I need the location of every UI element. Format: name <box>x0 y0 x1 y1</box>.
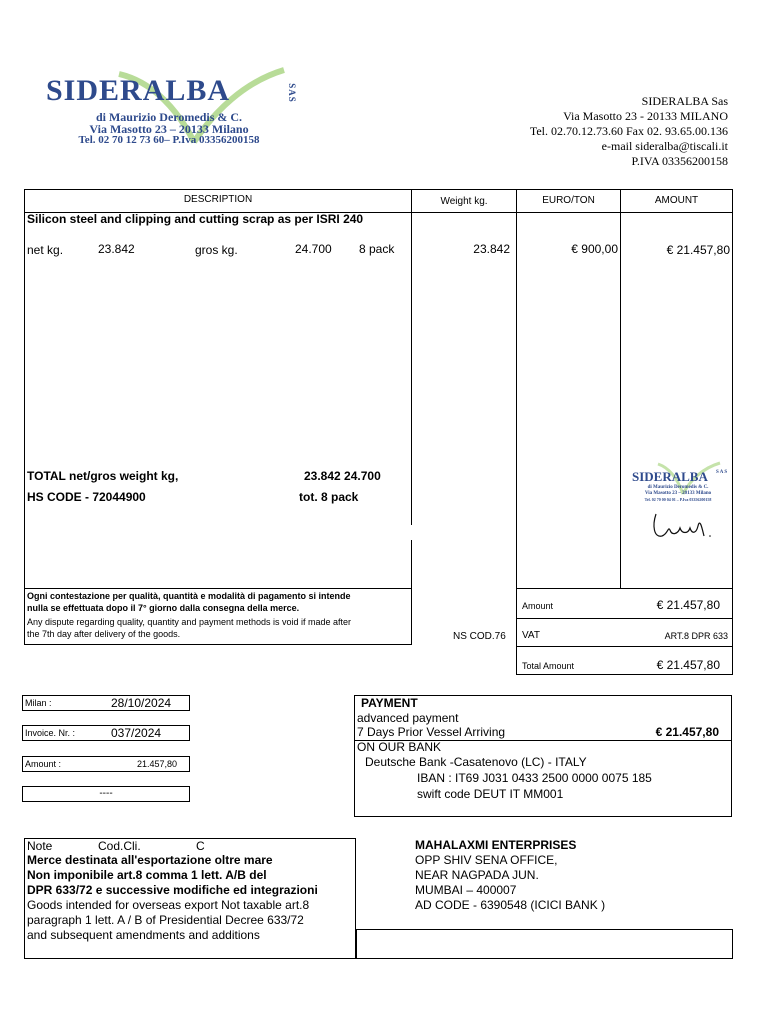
payment-line2-amount: € 21.457,80 <box>655 725 719 739</box>
buyer-address <box>415 838 605 913</box>
milan-label: Milan : <box>25 698 52 708</box>
bank-swift: swift code DEUT IT MM001 <box>417 787 564 801</box>
disclaimer-it <box>27 590 351 614</box>
note-label: Note <box>27 839 53 853</box>
item-amount: € 21.457,80 <box>666 243 730 257</box>
payment-title: PAYMENT <box>361 696 418 710</box>
summary-amount-label: Amount <box>522 601 554 611</box>
note-line6: and subsequent amendments and additions <box>27 928 260 942</box>
stamp-line3: Tel. 02 70 00 04 01 – P.Iva 03356200158 <box>644 497 712 502</box>
disclaimer-en-line1: Any dispute regarding quality, quantity and payment methods is void if made after <box>27 617 352 627</box>
signature-icon <box>648 508 718 544</box>
logo-name: SIDERALBA <box>46 74 231 107</box>
header-euro-ton: EURO/TON <box>542 195 595 206</box>
stamp-line1: di Maurizio Deromedis & C. <box>647 485 709 490</box>
buyer-line1: OPP SHIV SENA OFFICE, <box>415 853 558 867</box>
logo-line1: di Maurizio Deromedis & C. <box>95 110 243 124</box>
net-label: net kg. <box>27 243 64 257</box>
logo-line2: Via Masotto 23 – 20133 Milano <box>89 122 249 136</box>
buyer-line3: MUMBAI – 400007 <box>415 883 517 897</box>
sender-street: Via Masotto 23 - 20133 MILANO <box>563 109 728 123</box>
payment-box <box>354 695 732 817</box>
invoice-number-field <box>22 725 190 741</box>
payment-line2: 7 Days Prior Vessel Arriving <box>357 725 506 739</box>
summary-total-label: Total Amount <box>522 661 575 671</box>
header-weight: Weight kg. <box>440 196 488 207</box>
sender-address <box>468 94 728 169</box>
summary-vat-value: ART.8 DPR 633 <box>664 631 728 641</box>
buyer-name: MAHALAXMI ENTERPRISES <box>415 838 577 852</box>
total-weight-label: TOTAL net/gros weight kg, <box>27 469 179 483</box>
disclaimer-en-line2: the 7th day after delivery of the goods. <box>27 629 181 639</box>
sender-email: e-mail sideralba@tiscali.it <box>601 139 728 153</box>
blank-value: ---- <box>99 788 113 799</box>
sender-name: SIDERALBA Sas <box>641 94 728 108</box>
header-amount: AMOUNT <box>654 195 699 206</box>
item-price: € 900,00 <box>571 242 618 256</box>
invoice-label: Invoice. Nr. : <box>25 728 76 738</box>
meta-amount-label: Amount : <box>25 759 62 769</box>
header-description: DESCRIPTION <box>183 194 253 205</box>
stamp-sas: SAS <box>716 470 729 475</box>
note-cod-cli: Cod.Cli. <box>98 839 141 853</box>
item-title: Silicon steel and clipping and cutting scrap as per ISRI 240 <box>27 212 364 226</box>
note-line5: paragraph 1 lett. A / B of Presidential Decree 633/72 <box>27 913 304 927</box>
note-line2: Non imponibile art.8 comma 1 lett. A/B del <box>27 868 267 882</box>
hs-code: HS CODE - 72044900 <box>27 490 146 504</box>
amount-field <box>22 756 190 772</box>
buyer-line2: NEAR NAGPADA JUN. <box>415 868 539 882</box>
buyer-signature-box <box>356 929 733 959</box>
buyer-line4: AD CODE - 6390548 (ICICI BANK ) <box>415 898 606 912</box>
note-line1: Merce destinata all'esportazione oltre mare <box>27 853 273 867</box>
company-logo <box>44 62 304 152</box>
disclaimer-it-line1: Ogni contestazione per qualità, quantità e modalità di pagamento si intende <box>27 591 351 601</box>
note-line3: DPR 633/72 e successive modifiche ed integrazioni <box>27 883 318 897</box>
stamp-name: SIDERALBA <box>632 469 708 484</box>
sender-piva: P.IVA 03356200158 <box>631 154 728 168</box>
payment-line1: advanced payment <box>357 711 459 725</box>
ns-code: NS COD.76 <box>453 631 506 642</box>
note-line4: Goods intended for overseas export Not taxable art.8 <box>27 898 310 912</box>
bank-iban: IBAN : IT69 J031 0433 2500 0000 0075 185 <box>417 771 652 785</box>
summary-amount-value: € 21.457,80 <box>656 598 720 612</box>
disclaimer-en <box>27 616 351 640</box>
gros-value: 24.700 <box>295 242 332 256</box>
total-packs: tot. 8 pack <box>299 490 359 504</box>
blank-field <box>22 786 190 802</box>
logo-line3: Tel. 02 70 12 73 60– P.Iva 03356200158 <box>78 134 260 146</box>
net-value: 23.842 <box>98 242 135 256</box>
sender-tel: Tel. 02.70.12.73.60 Fax 02. 93.65.00.136 <box>529 124 728 138</box>
bank-title: ON OUR BANK <box>357 740 442 754</box>
logo-sas: SAS <box>286 83 297 103</box>
invoice-value: 037/2024 <box>111 726 162 740</box>
company-stamp <box>628 460 728 550</box>
total-weight-value: 23.842 24.700 <box>304 469 381 483</box>
stamp-line2: Via Masotto 23 – 20133 Milano <box>644 491 712 496</box>
milan-value: 28/10/2024 <box>111 696 172 710</box>
gros-label: gros kg. <box>195 243 238 257</box>
summary-vat-label: VAT <box>522 630 540 641</box>
item-weight: 23.842 <box>473 242 510 256</box>
packs: 8 pack <box>359 242 395 256</box>
note-box <box>24 838 356 959</box>
totals-box <box>516 588 733 675</box>
note-c: C <box>196 839 205 853</box>
summary-total-value: € 21.457,80 <box>656 658 720 672</box>
milan-date-field <box>22 695 190 711</box>
bank-name: Deutsche Bank -Casatenovo (LC) - ITALY <box>365 755 587 769</box>
disclaimer-it-line2: nulla se effettuata dopo il 7° giorno dalla consegna della merce. <box>27 603 300 613</box>
meta-amount-value: 21.457,80 <box>136 759 177 769</box>
